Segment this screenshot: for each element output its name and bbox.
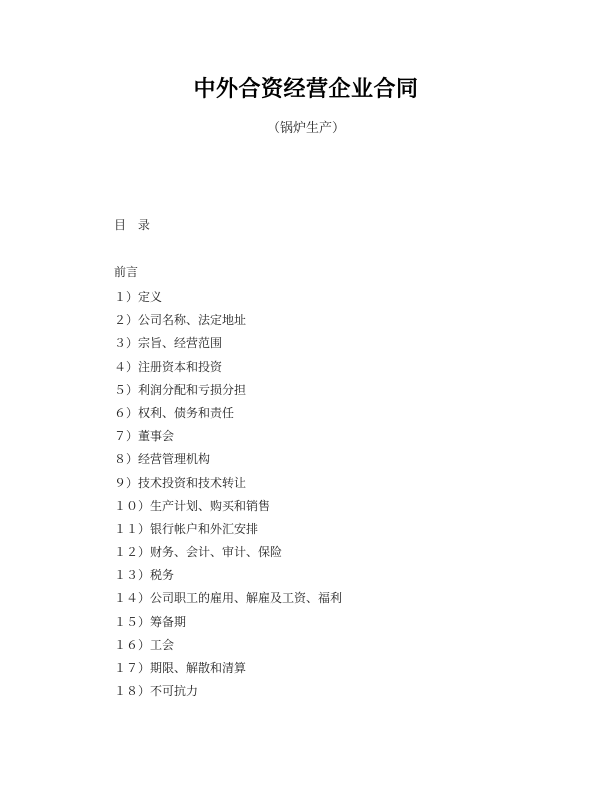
toc-item: １７）期限、解散和清算 [114,661,247,675]
toc-item: ８）经营管理机构 [114,452,211,467]
toc-item: １３）税务 [114,568,175,583]
toc-item: １５）筹备期 [114,614,187,629]
toc-item: ６）权利、债务和责任 [114,405,235,420]
toc-heading: 目 录 [114,218,154,232]
document-subtitle: （锅炉生产） [266,121,345,136]
toc-item: ４）注册资本和投资 [114,359,223,374]
toc-item: １）定义 [114,290,163,304]
toc-item: ３）宗旨、经营范围 [114,336,223,351]
toc-item: １０）生产计划、购买和销售 [114,498,271,513]
toc-item: １８）不可抗力 [114,684,199,699]
toc-item: ２）公司名称、法定地址 [114,313,247,328]
toc-item: ５）利润分配和亏损分担 [114,382,247,397]
toc-item: １４）公司职工的雇用、解雇及工资、福利 [114,591,343,606]
document-title: 中外合资经营企业合同 [193,77,419,102]
table-of-contents [114,286,342,703]
toc-item: ９）技术投资和技术转让 [114,475,247,490]
toc-item: １２）财务、会计、审计、保险 [114,545,283,560]
toc-item: ７）董事会 [114,429,175,444]
toc-item: １１）银行帐户和外汇安排 [114,521,259,536]
toc-item: １６）工会 [114,637,175,652]
toc-item-preface: 前言 [114,265,139,279]
